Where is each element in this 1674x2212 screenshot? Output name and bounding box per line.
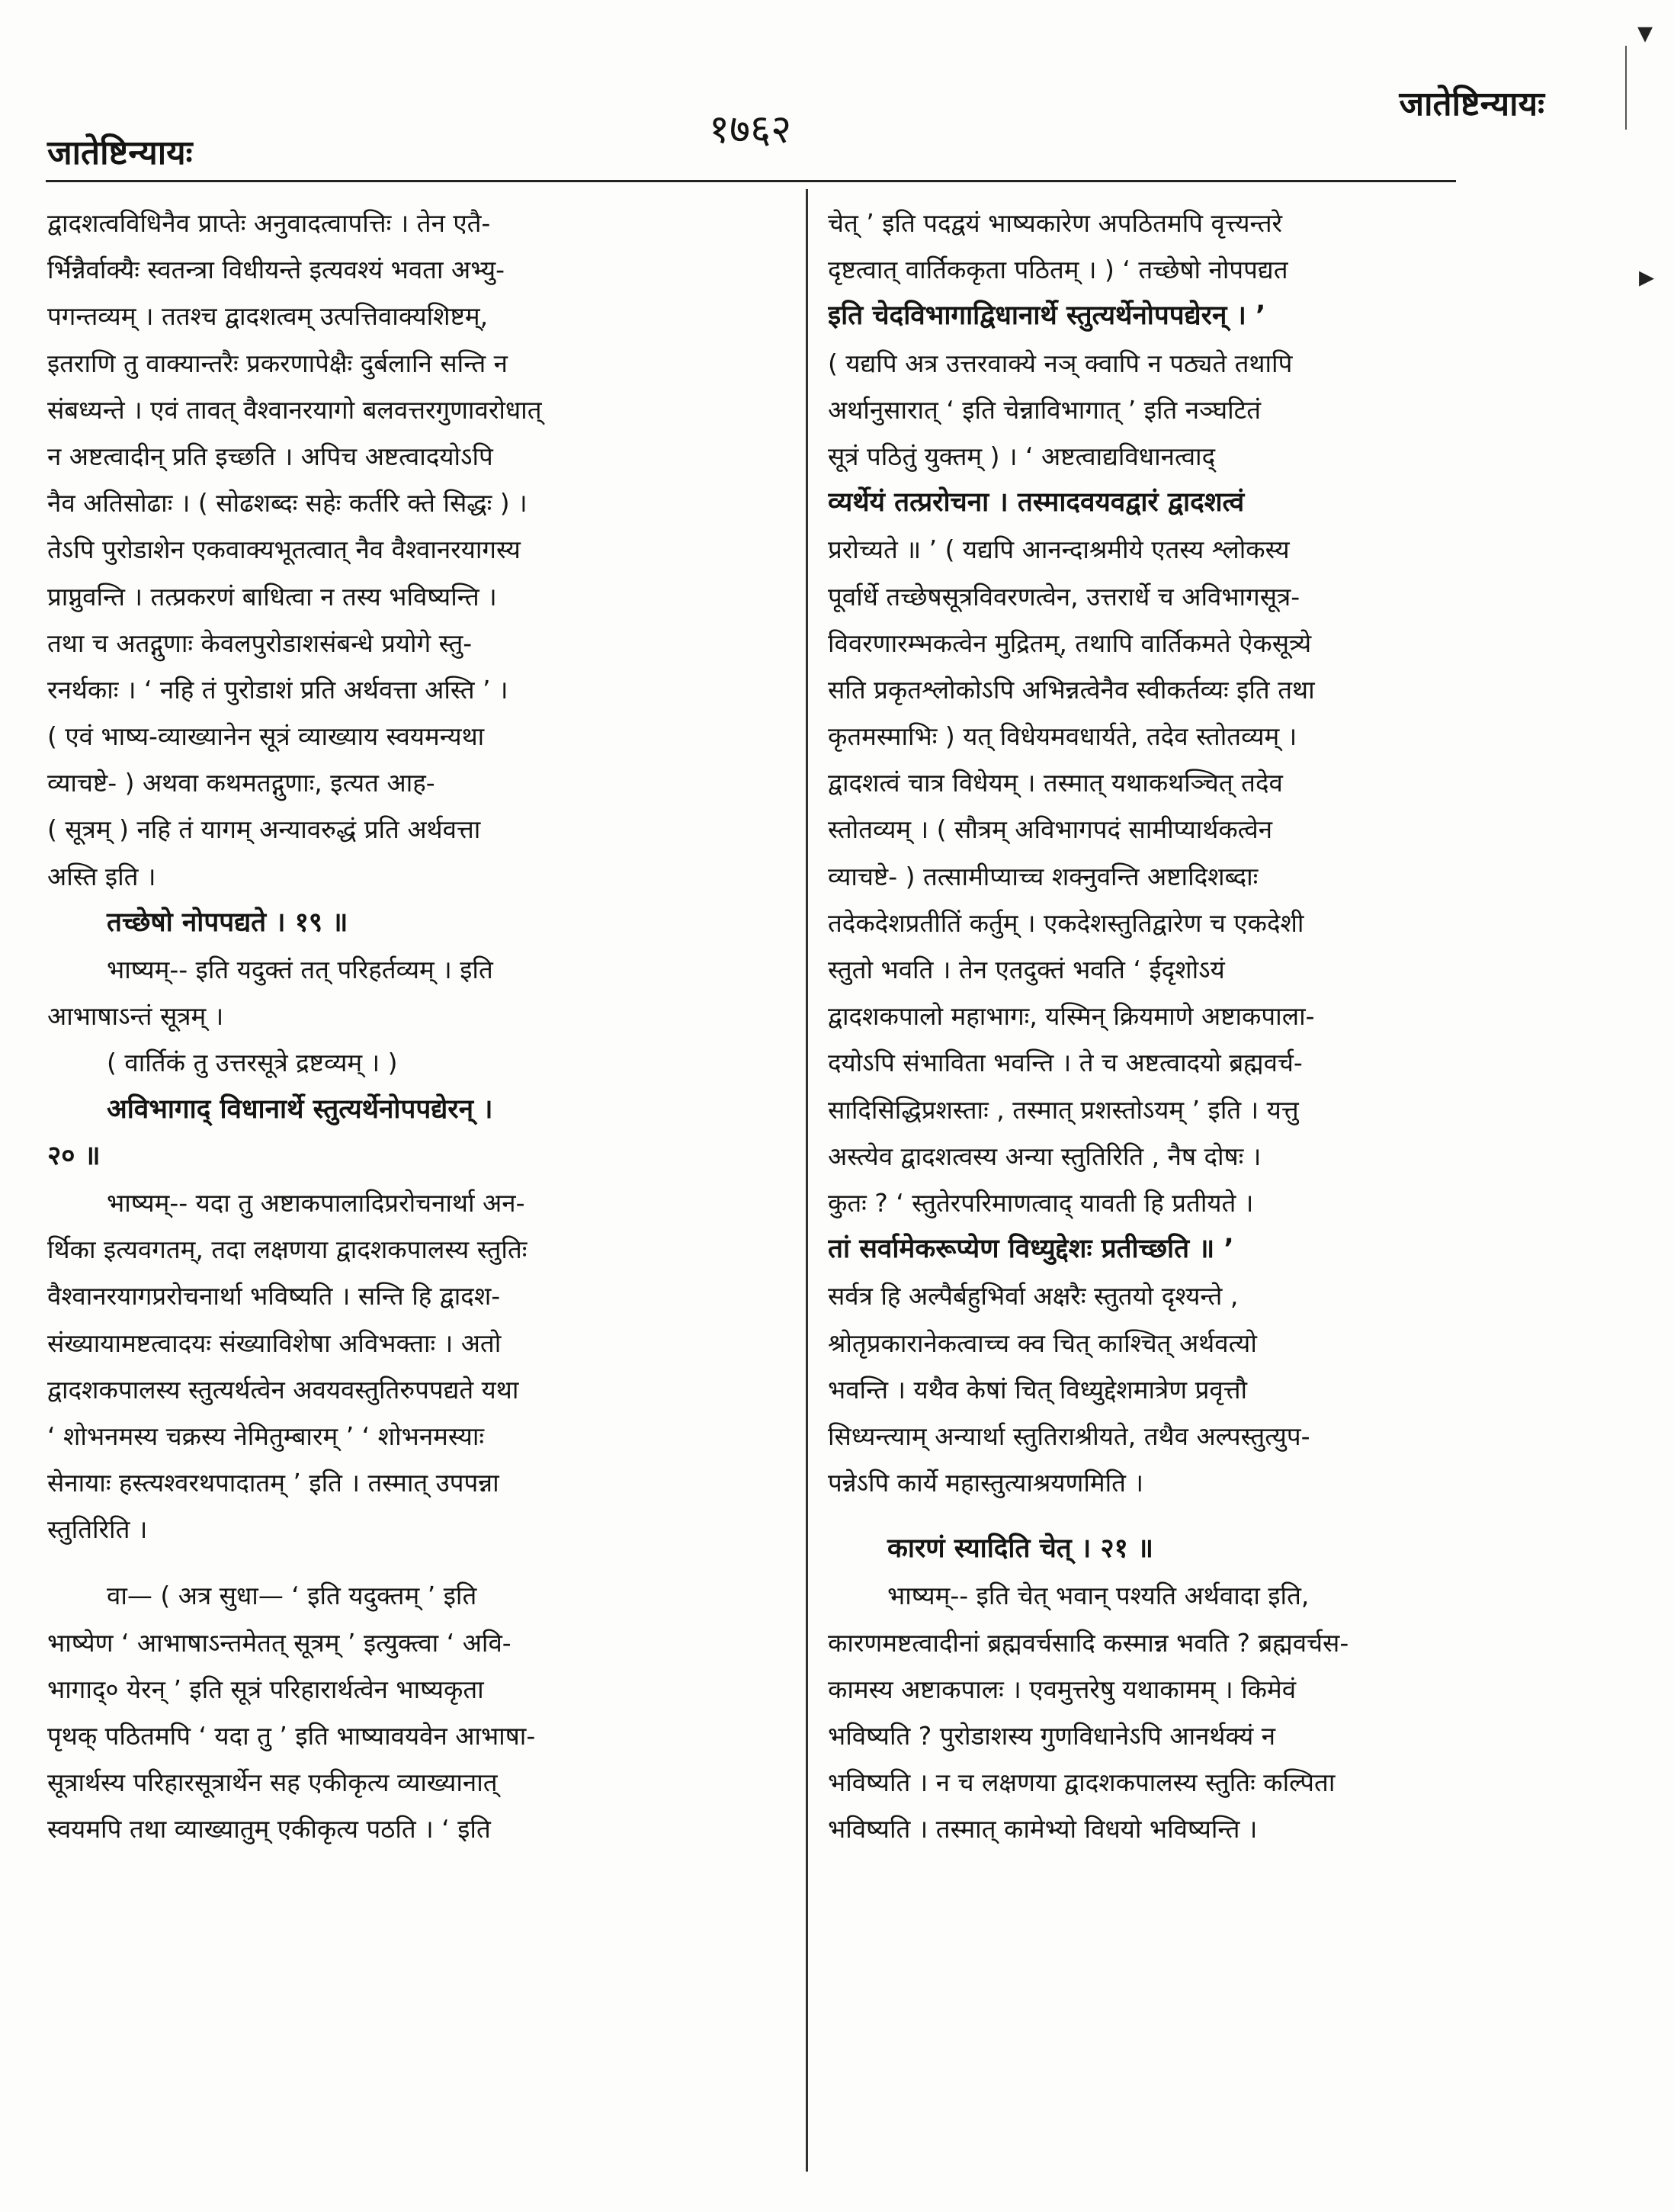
text-line: भागाद्० येरन् ’ इति सूत्रं परिहारार्थत्वेन भाष्यकृता bbox=[47, 1674, 484, 1704]
text-line: अविभागाद् विधानार्थे स्तुत्यर्थेनोपपद्येरन् । bbox=[107, 1093, 493, 1125]
text-line: भवन्ति । यथैव केषां चित् विध्युद्देशमात्रेण प्रवृत्तौ bbox=[828, 1374, 1248, 1405]
text-line: द्वादशकपालस्य स्तुत्यर्थत्वेन अवयवस्तुतिरुपपद्यते यथा bbox=[47, 1374, 519, 1405]
text-line: तच्छेषो नोपपद्यते । १९ ॥ bbox=[107, 907, 348, 938]
text-line: ‘ शोभनमस्य चक्रस्य नेमितुम्बारम् ’ ‘ शोभनमस्याः bbox=[47, 1421, 485, 1451]
text-line: वा— ( अत्र सुधा— ‘ इति यदुक्तम् ’ इति bbox=[107, 1581, 477, 1611]
text-line: व्याचष्टे- ) अथवा कथमतद्गुणाः, इत्यत आह- bbox=[47, 768, 435, 798]
header-rule bbox=[46, 180, 1456, 182]
text-line: पगन्तव्यम् । ततश्च द्वादशत्वम् उत्पत्तिवाक्यशिष्टम्, bbox=[47, 301, 489, 332]
text-line: भाष्यम्-- यदा तु अष्टाकपालादिप्ररोचनार्था अन- bbox=[107, 1187, 525, 1218]
text-line: भविष्यति । तस्मात् कामेभ्यो विधयो भविष्यन्ति । bbox=[828, 1814, 1258, 1844]
text-line: न अष्टत्वादीन् प्रति इच्छति । अपिच अष्टत्वादयोऽपि bbox=[47, 441, 493, 471]
text-line: स्तोतव्यम् । ( सौत्रम् अविभागपदं सामीप्यार्थकत्वेन bbox=[828, 814, 1273, 845]
text-line: अस्त्येव द्वादशत्वस्य अन्या स्तुतिरिति , नैष दोषः । bbox=[828, 1141, 1262, 1171]
text-line: सूत्रं पठितुं युक्तम् ) । ‘ अष्टत्वाद्यविधानत्वाद् bbox=[828, 441, 1216, 471]
text-line: दृष्टत्वात् वार्तिककृता पठितम् । ) ‘ तच्छेषो नोपपद्यत bbox=[828, 255, 1288, 285]
text-line: पन्नेऽपि कार्ये महास्तुत्याश्रयणमिति । bbox=[828, 1468, 1143, 1498]
running-header-left: जातेष्टिन्यायः bbox=[47, 133, 193, 172]
text-line: आभाषाऽन्तं सूत्रम् । bbox=[47, 1001, 224, 1032]
text-line: प्राप्नुवन्ति । तत्प्रकरणं बाधित्वा न तस्य भविष्यन्ति । bbox=[47, 581, 497, 612]
text-line: २० ॥ bbox=[47, 1140, 101, 1171]
text-line: सूत्रार्थस्य परिहारसूत्रार्थेन सह एकीकृत्य व्याख्यानात् bbox=[47, 1767, 498, 1798]
column-divider bbox=[806, 189, 808, 2172]
text-line: द्वादशत्वं चात्र विधेयम् । तस्मात् यथाकथञ्चित् तदेव bbox=[828, 768, 1283, 798]
text-line: सर्वत्र हि अल्पैर्बहुभिर्वा अक्षरैः स्तुतयो दृश्यन्ते , bbox=[828, 1281, 1239, 1311]
text-line: स्तुतो भवति । तेन एतदुक्तं भवति ‘ ईदृशोऽयं bbox=[828, 955, 1225, 984]
text-line: कामस्य अष्टाकपालः । एवमुत्तरेषु यथाकामम् । किमेवं bbox=[828, 1674, 1297, 1704]
text-line: ( यद्यपि अत्र उत्तरवाक्ये नञ् क्वापि न पठ्यते तथापि bbox=[828, 348, 1293, 378]
text-line: सिध्यन्त्याम् अन्यार्था स्तुतिराश्रीयते, तथैव अल्पस्तुत्युप- bbox=[828, 1421, 1310, 1451]
text-line: ( सूत्रम् ) नहि तं यागम् अन्यावरुद्धं प्रति अर्थवत्ता bbox=[47, 814, 481, 845]
text-line: द्वादशकपालो महाभागः, यस्मिन् क्रियमाणे अष्टाकपाला- bbox=[828, 1001, 1315, 1032]
text-line: र्थिका इत्यवगतम्, तदा लक्षणया द्वादशकपालस्य स्तुतिः bbox=[47, 1234, 528, 1265]
text-line: दयोऽपि संभाविता भवन्ति । ते च अष्टत्वादयो ब्रह्मवर्च- bbox=[828, 1048, 1303, 1078]
text-line: स्तुतिरिति । bbox=[47, 1514, 148, 1545]
text-line: संख्यायामष्टत्वादयः संख्याविशेषा अविभक्ताः । अतो bbox=[47, 1328, 502, 1358]
text-line: तां सर्वामेकरूप्येण विध्युद्देशः प्रतीच्छति ॥ ’ bbox=[828, 1234, 1234, 1265]
text-line: कारणं स्यादिति चेत् । २१ ॥ bbox=[887, 1533, 1153, 1565]
text-line: कृतमस्माभिः ) यत् विधेयमवधार्यते, तदेव स्तोतव्यम् । bbox=[828, 721, 1297, 752]
left-text-column bbox=[47, 200, 793, 1853]
text-line: विवरणारम्भकत्वेन मुद्रितम्, तथापि वार्तिकमते ऐकसूत्र्ये bbox=[828, 628, 1312, 658]
text-line: तदेकदेशप्रतीतिं कर्तुम् । एकदेशस्तुतिद्वारेण च एकदेशी bbox=[828, 907, 1304, 938]
text-line: कुतः ? ‘ स्तुतेरपरिमाणत्वाद् यावती हि प्रतीयते । bbox=[828, 1187, 1254, 1218]
text-line: इति चेदविभागाद्विधानार्थे स्तुत्यर्थेनोपपद्येरन् । ’ bbox=[828, 300, 1266, 332]
scan-mark-arrow-icon: ▾ bbox=[1637, 15, 1653, 50]
right-text-column bbox=[828, 200, 1483, 1853]
text-line: भाष्येण ‘ आभाषाऽन्तमेतत् सूत्रम् ’ इत्युक्त्वा ‘ अवि- bbox=[47, 1627, 512, 1658]
text-line: तेऽपि पुरोडाशेन एकवाक्यभूतत्वात् नैव वैश्वानरयागस्य bbox=[47, 535, 521, 565]
text-line: पूर्वार्धे तच्छेषसूत्रविवरणत्वेन, उत्तरार्धे च अविभागसूत्र- bbox=[828, 581, 1300, 612]
page-number: १७६२ bbox=[709, 107, 792, 152]
text-line: ( वार्तिकं तु उत्तरसूत्रे द्रष्टव्यम् । ) bbox=[107, 1048, 398, 1078]
text-line: नैव अतिसोढाः । ( सोढशब्दः सहेः कर्तरि क्ते सिद्धः ) । bbox=[47, 488, 528, 518]
running-header-right: जातेष्टिन्यायः bbox=[1399, 85, 1544, 124]
text-line: अर्थानुसारात् ‘ इति चेन्नाविभागात् ’ इति नञ्घटितं bbox=[828, 394, 1262, 425]
scan-mark-pointer-icon: ▸ bbox=[1639, 259, 1655, 294]
text-line: रनर्थकाः । ‘ नहि तं पुरोडाशं प्रति अर्थवत्ता अस्ति ’ । bbox=[47, 674, 508, 705]
text-line: वैश्वानरयागप्ररोचनार्था भविष्यति । सन्ति हि द्वादश- bbox=[47, 1281, 501, 1311]
text-line: भाष्यम्-- इति यदुक्तं तत् परिहर्तव्यम् । इति bbox=[107, 955, 493, 984]
text-line: व्यर्थेयं तत्प्ररोचना । तस्मादवयवद्वारं द्वादशत्वं bbox=[828, 487, 1245, 518]
text-line: सेनायाः हस्त्यश्वरथपादातम् ’ इति । तस्मात् उपपन्ना bbox=[47, 1468, 499, 1498]
text-line: तथा च अतद्गुणाः केवलपुरोडाशसंबन्धे प्रयोगे स्तु- bbox=[47, 628, 473, 658]
text-line: इतराणि तु वाक्यान्तरैः प्रकरणापेक्षैः दुर्बलानि सन्ति न bbox=[47, 348, 508, 378]
text-line: ( एवं भाष्य-व्याख्यानेन सूत्रं व्याख्याय स्वयमन्यथा bbox=[47, 721, 485, 752]
text-line: सति प्रकृतश्लोकोऽपि अभिन्नत्वेनैव स्वीकर्तव्यः इति तथा bbox=[828, 674, 1315, 705]
text-line: भविष्यति । न च लक्षणया द्वादशकपालस्य स्तुतिः कल्पिता bbox=[828, 1767, 1336, 1798]
text-line: अस्ति इति । bbox=[47, 861, 156, 891]
text-line: चेत् ’ इति पदद्वयं भाष्यकारेण अपठितमपि वृत्त्यन्तरे bbox=[828, 208, 1283, 238]
text-line: भविष्यति ? पुरोडाशस्य गुणविधानेऽपि आनर्थक्यं न bbox=[828, 1721, 1276, 1751]
text-line: स्वयमपि तथा व्याख्यातुम् एकीकृत्य पठति । ‘ इति bbox=[47, 1814, 491, 1844]
text-line: भाष्यम्-- इति चेत् भवान् पश्यति अर्थवादा इति, bbox=[887, 1581, 1310, 1611]
text-line: पृथक् पठितमपि ‘ यदा तु ’ इति भाष्यावयवेन आभाषा- bbox=[47, 1721, 536, 1751]
text-line: र्भिन्नैर्वाक्यैः स्वतन्त्रा विधीयन्ते इत्यवश्यं भवता अभ्यु- bbox=[47, 255, 505, 285]
text-line: सादिसिद्धिप्रशस्ताः , तस्मात् प्रशस्तोऽयम् ’ इति । यत्तु bbox=[828, 1094, 1299, 1125]
text-line: प्ररोच्यते ॥ ’ ( यद्यपि आनन्दाश्रमीये एतस्य श्लोकस्य bbox=[828, 535, 1290, 565]
text-line: श्रोतृप्रकारानेकत्वाच्च क्व चित् काश्चित् अर्थवत्यो bbox=[828, 1328, 1257, 1358]
scan-edge-line bbox=[1625, 46, 1627, 130]
text-line: व्याचष्टे- ) तत्सामीप्याच्च शक्नुवन्ति अष्टादिशब्दाः bbox=[828, 861, 1259, 891]
text-line: द्वादशत्वविधिनैव प्राप्तेः अनुवादत्वापत्तिः । तेन एतै- bbox=[47, 208, 491, 238]
text-line: कारणमष्टत्वादीनां ब्रह्मवर्चसादि कस्मान्न भवति ? ब्रह्मवर्चस- bbox=[828, 1627, 1349, 1658]
text-line: संबध्यन्ते । एवं तावत् वैश्वानरयागो बलवत्तरगुणावरोधात् bbox=[47, 394, 542, 425]
